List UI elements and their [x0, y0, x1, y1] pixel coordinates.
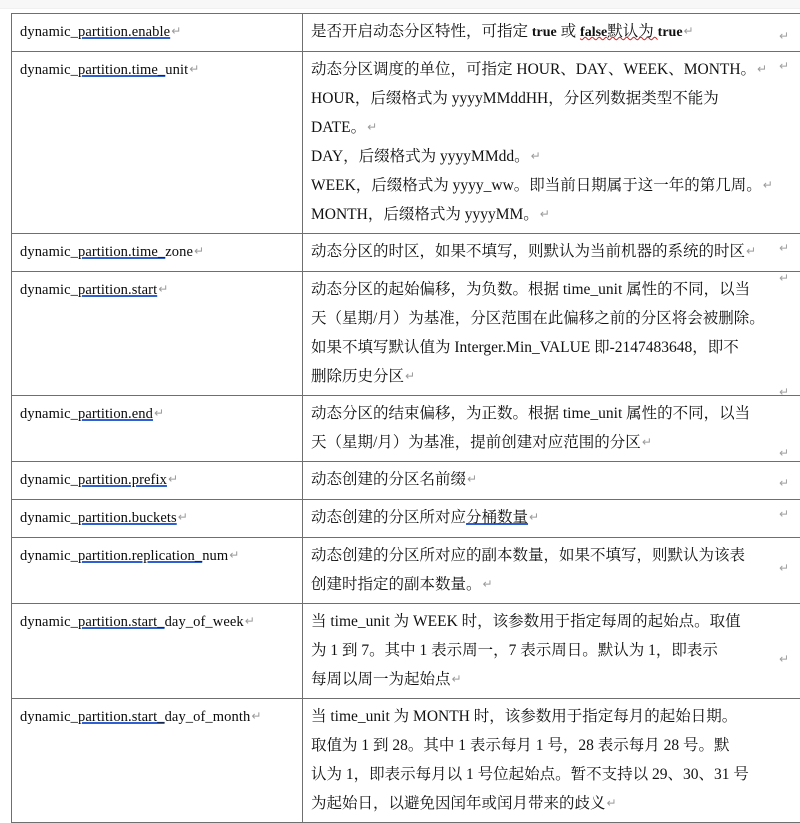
parameter-description-cell	[303, 500, 800, 538]
paragraph-mark-icon: ↵	[779, 30, 789, 42]
parameter-name-suffix: day_of_month	[165, 709, 251, 725]
paragraph-mark-icon: ↵	[153, 406, 164, 420]
paragraph-mark-icon: ↵	[250, 709, 261, 723]
description-run: true	[658, 25, 683, 40]
parameter-name	[20, 465, 297, 495]
paragraph-mark-icon: ↵	[404, 369, 415, 383]
paragraph-mark-icon: ↵	[177, 510, 188, 524]
paragraph-mark-icon: ↵	[745, 244, 756, 258]
description-run: 为起始日，以避免因闰年或闰月带来的歧义	[311, 795, 606, 812]
description-run: 天（星期/月）为基准，提前创建对应范围的分区	[311, 434, 641, 451]
description-line	[311, 570, 798, 599]
paragraph-mark-icon: ↵	[167, 472, 178, 486]
description-run: WEEK，后缀格式为 yyyy_ww。即当前日期属于这一年的第几周。	[311, 177, 762, 194]
paragraph-mark-icon: ↵	[756, 62, 767, 76]
paragraph-mark-icon: ↵	[779, 447, 789, 459]
parameter-name-prefix: dynamic_	[20, 282, 78, 298]
paragraph-mark-icon: ↵	[779, 562, 789, 574]
parameter-name-prefix: dynamic_	[20, 62, 78, 78]
parameter-name	[20, 399, 297, 429]
description-run: 默认为	[607, 23, 657, 40]
paragraph-mark-icon: ↵	[779, 272, 789, 284]
parameter-name-cell	[12, 234, 303, 272]
paragraph-mark-icon: ↵	[779, 386, 789, 398]
description-line	[311, 333, 798, 362]
description-line	[311, 607, 798, 636]
description-line	[311, 275, 798, 304]
parameter-name-prefix: dynamic_	[20, 406, 78, 422]
description-run: 每周以周一为起始点	[311, 671, 451, 688]
table-row	[12, 500, 800, 538]
paragraph-mark-icon: ↵	[779, 508, 789, 520]
paragraph-mark-icon: ↵	[762, 178, 773, 192]
description-line	[311, 200, 798, 229]
parameter-description-cell	[303, 234, 800, 272]
paragraph-mark-icon: ↵	[779, 242, 789, 254]
description-line	[311, 171, 798, 200]
parameter-name-spellchecked: partition.enable	[78, 24, 170, 40]
parameter-name-prefix: dynamic_	[20, 614, 78, 630]
parameter-name-suffix: day_of_week	[165, 614, 244, 630]
paragraph-mark-icon: ↵	[188, 62, 199, 76]
parameter-name	[20, 702, 297, 732]
description-line	[311, 702, 798, 731]
description-run: true	[532, 25, 557, 40]
paragraph-mark-icon: ↵	[539, 207, 550, 221]
parameter-name-cell	[12, 396, 303, 462]
description-line	[311, 84, 798, 113]
paragraph-mark-icon: ↵	[528, 510, 539, 524]
table-row	[12, 14, 800, 52]
description-run: 或	[557, 23, 580, 40]
description-line	[311, 142, 798, 171]
parameter-name-cell	[12, 52, 303, 234]
description-run-spellchecked: 分桶数量	[466, 509, 528, 526]
parameter-description-cell	[303, 396, 800, 462]
parameter-name-spellchecked: partition.time_	[78, 62, 165, 78]
parameter-name-spellchecked: partition.time_	[78, 244, 165, 260]
description-line	[311, 665, 798, 694]
parameter-name	[20, 55, 297, 85]
description-line	[311, 304, 798, 333]
parameter-name-suffix: num	[202, 548, 228, 564]
description-line	[311, 362, 798, 391]
paragraph-mark-icon: ↵	[683, 24, 694, 38]
description-run: false	[580, 25, 607, 40]
parameter-name	[20, 541, 297, 571]
description-run: 当 time_unit 为 MONTH 时，该参数用于指定每月的起始日期。	[311, 708, 737, 725]
parameter-name-cell	[12, 462, 303, 500]
parameter-name-cell	[12, 500, 303, 538]
parameter-name-prefix: dynamic_	[20, 709, 78, 725]
document-body	[0, 8, 800, 823]
parameter-name-cell	[12, 272, 303, 396]
description-run: 如果不填写默认值为 Interger.Min_VALUE 即-2147483648，即不	[311, 339, 739, 356]
table-row	[12, 396, 800, 462]
table-row	[12, 462, 800, 500]
description-run: 动态创建的分区所对应	[311, 509, 466, 526]
paragraph-mark-icon: ↵	[606, 796, 617, 810]
parameter-name-cell	[12, 604, 303, 699]
description-line	[311, 55, 798, 84]
table-row	[12, 52, 800, 234]
description-run: 认为 1，即表示每月以 1 号位起始点。暂不支持以 29、30、31 号	[311, 766, 749, 783]
paragraph-mark-icon: ↵	[482, 577, 493, 591]
description-run: 是否开启动态分区特性，可指定	[311, 23, 532, 40]
table-row	[12, 234, 800, 272]
parameter-description-cell	[303, 52, 800, 234]
parameter-description-cell	[303, 14, 800, 52]
parameter-name	[20, 237, 297, 267]
description-run: 动态分区的结束偏移，为正数。根据 time_unit 属性的不同，以当	[311, 405, 750, 422]
description-line	[311, 17, 798, 47]
parameter-name-spellchecked: partition.prefix	[78, 472, 167, 488]
description-run: 为 1 到 7。其中 1 表示周一，7 表示周日。默认为 1，即表示	[311, 642, 718, 659]
description-line	[311, 789, 798, 818]
parameter-description-cell	[303, 272, 800, 396]
description-run: 创建时指定的副本数量。	[311, 576, 482, 593]
paragraph-mark-icon: ↵	[170, 24, 181, 38]
parameter-name-spellchecked: partition.end	[78, 406, 153, 422]
parameter-name-spellchecked: partition.start	[78, 282, 157, 298]
paragraph-mark-icon: ↵	[244, 614, 255, 628]
description-line	[311, 399, 798, 428]
description-line	[311, 465, 798, 494]
description-run: 动态分区的时区，如果不填写，则默认为当前机器的系统的时区	[311, 243, 745, 260]
parameter-name	[20, 275, 297, 305]
parameter-name-spellchecked: partition.start_	[78, 614, 165, 630]
description-line	[311, 113, 798, 142]
description-run: 动态创建的分区所对应的副本数量，如果不填写，则默认为该表	[311, 547, 745, 564]
parameter-name	[20, 17, 297, 47]
parameter-description-cell	[303, 604, 800, 699]
parameters-table	[11, 13, 800, 823]
paragraph-mark-icon: ↵	[451, 672, 462, 686]
description-line	[311, 636, 798, 665]
parameter-name-prefix: dynamic_	[20, 24, 78, 40]
description-line	[311, 503, 798, 532]
parameter-name-spellchecked: partition.buckets	[78, 510, 177, 526]
description-run: 动态分区的起始偏移，为负数。根据 time_unit 属性的不同，以当	[311, 281, 750, 298]
parameter-description-cell	[303, 462, 800, 500]
paragraph-mark-icon: ↵	[779, 60, 789, 72]
paragraph-mark-icon: ↵	[228, 548, 239, 562]
parameter-name-suffix: zone	[165, 244, 193, 260]
parameter-name-suffix: unit	[165, 62, 188, 78]
paragraph-mark-icon: ↵	[779, 653, 789, 665]
description-run: 动态创建的分区名前缀	[311, 471, 466, 488]
table-body	[12, 14, 800, 823]
parameter-name-prefix: dynamic_	[20, 472, 78, 488]
paragraph-mark-icon: ↵	[779, 477, 789, 489]
description-line	[311, 731, 798, 760]
parameter-name-prefix: dynamic_	[20, 244, 78, 260]
description-line	[311, 541, 798, 570]
parameter-name-spellchecked: partition.start_	[78, 709, 165, 725]
parameter-name-prefix: dynamic_	[20, 510, 78, 526]
description-run: 动态分区调度的单位，可指定 HOUR、DAY、WEEK、MONTH。	[311, 61, 756, 78]
description-run: DATE。	[311, 119, 366, 136]
paragraph-mark-icon: ↵	[466, 472, 477, 486]
parameter-name-cell	[12, 538, 303, 604]
parameter-name-prefix: dynamic_	[20, 548, 78, 564]
parameter-name-cell	[12, 14, 303, 52]
paragraph-mark-icon: ↵	[641, 435, 652, 449]
description-run: 删除历史分区	[311, 368, 404, 385]
description-run: 取值为 1 到 28。其中 1 表示每月 1 号，28 表示每月 28 号。默	[311, 737, 730, 754]
parameter-description-cell	[303, 538, 800, 604]
table-row	[12, 538, 800, 604]
description-run: DAY，后缀格式为 yyyyMMdd。	[311, 148, 530, 165]
description-line	[311, 760, 798, 789]
parameter-name	[20, 503, 297, 533]
description-run: 当 time_unit 为 WEEK 时，该参数用于指定每周的起始点。取值	[311, 613, 741, 630]
description-line	[311, 237, 798, 266]
description-line	[311, 428, 798, 457]
paragraph-mark-icon: ↵	[193, 244, 204, 258]
parameter-name-spellchecked: partition.replication_	[78, 548, 202, 564]
paragraph-mark-icon: ↵	[530, 149, 541, 163]
table-row	[12, 272, 800, 396]
parameter-name	[20, 607, 297, 637]
description-run: 天（星期/月）为基准，分区范围在此偏移之前的分区将会被删除。	[311, 310, 765, 327]
description-run: HOUR，后缀格式为 yyyyMMddHH，分区列数据类型不能为	[311, 90, 719, 107]
paragraph-mark-icon: ↵	[157, 282, 168, 296]
table-row	[12, 604, 800, 699]
paragraph-mark-icon: ↵	[366, 120, 377, 134]
description-run: MONTH，后缀格式为 yyyyMM。	[311, 206, 539, 223]
